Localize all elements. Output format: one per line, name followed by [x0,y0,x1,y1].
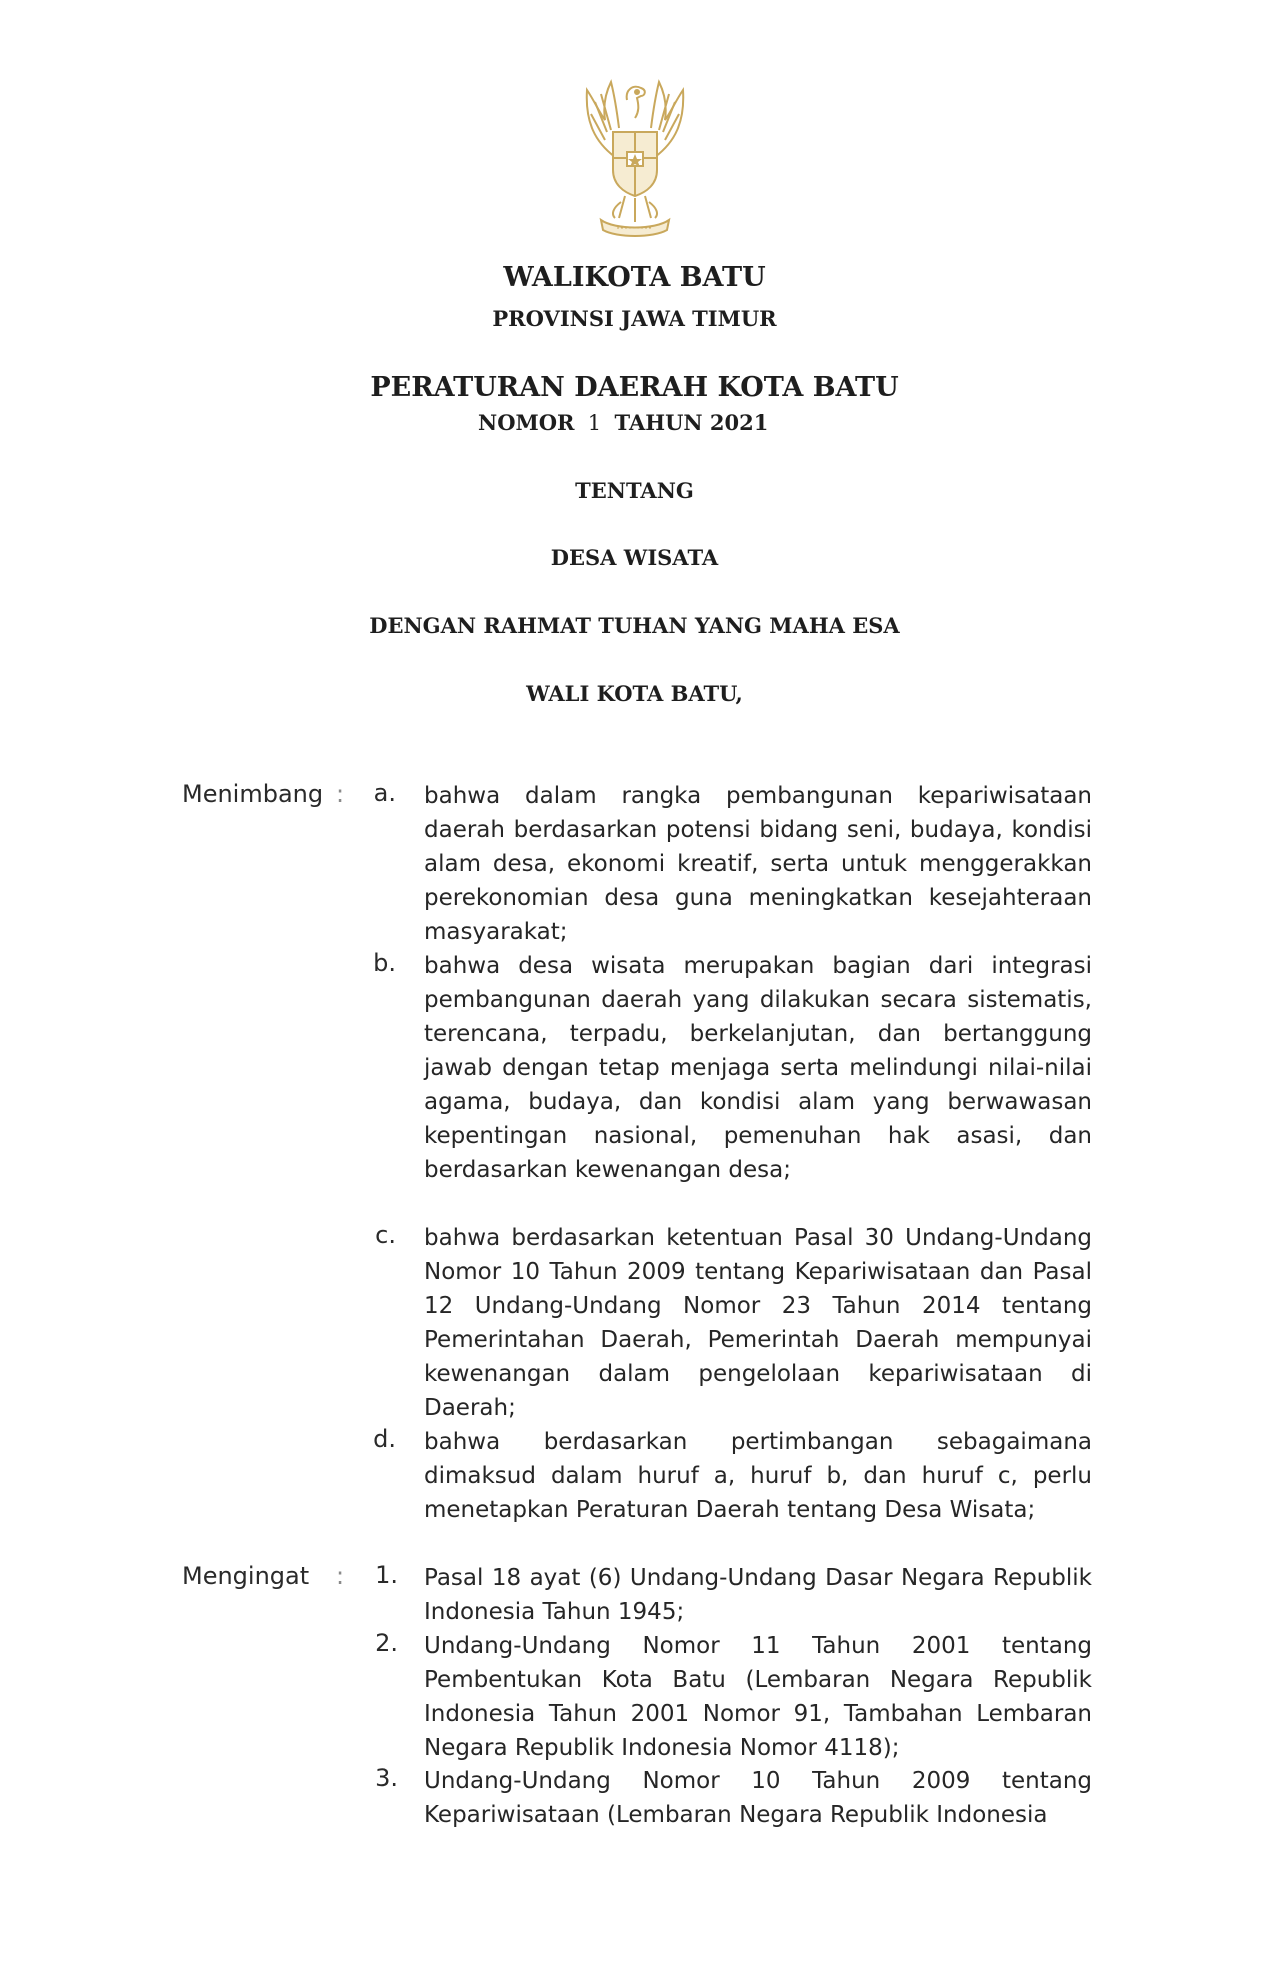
item-text: Undang-Undang Nomor 10 Tahun 2009 tentang Kepariwisataan (Lembaran Negara Republik Indonesia [424,1768,1092,1828]
garuda-pancasila-emblem-icon [555,62,715,242]
subject-heading: DESA WISATA [550,545,719,570]
number-label: NOMOR [478,410,575,435]
invocation-heading: DENGAN RAHMAT TUHAN YANG MAHA ESA [369,613,900,638]
about-heading: TENTANG [575,478,694,503]
regulation-number [478,410,768,435]
item-marker: 2. [375,1629,398,1657]
year-label: TAHUN 2021 [614,410,769,435]
item-marker: 3. [375,1764,398,1792]
item-text: bahwa berdasarkan pertimbangan sebagaimana dimaksud dalam huruf a, huruf b, dan huruf c, perlu menetapkan Peraturan Daerah tentang Desa Wisata; [424,1429,1092,1523]
document-title: WALIKOTA BATU [503,262,766,293]
number-value: 1 [587,411,602,435]
item-text: bahwa berdasarkan ketentuan Pasal 30 Undang-Undang Nomor 10 Tahun 2009 tentang Kepariwisataan dan Pasal 12 Undang-Undang Nomor 23 Tahun 2014 tentang Pemerintahan Daerah, Pemerintah Daerah mempunyai kewenangan dalam pengelolaan kepariwisataan di Daerah; [424,1225,1092,1421]
item-text: bahwa dalam rangka pembangunan kepariwisataan daerah berdasarkan potensi bidang seni, budaya, kondisi alam desa, ekonomi kreatif, serta untuk menggerakkan perekonomian desa guna meningkatkan kesejahteraan masyarakat; [424,783,1092,945]
mengingat-colon: : [336,1562,345,1590]
item-text: Pasal 18 ayat (6) Undang-Undang Dasar Negara Republik Indonesia Tahun 1945; [424,1565,1092,1625]
item-text: Undang-Undang Nomor 11 Tahun 2001 tentang Pembentukan Kota Batu (Lembaran Negara Republik Indonesia Tahun 2001 Nomor 91, Tambahan Lembaran Negara Republik Indonesia Nomor 4118); [424,1633,1092,1761]
item-marker: 1. [375,1561,398,1589]
item-text: bahwa desa wisata merupakan bagian dari integrasi pembangunan daerah yang dilakukan secara sistematis, terencana, terpadu, berkelanjutan, dan bertanggung jawab dengan tetap menjaga serta melindungi nilai-nilai agama, budaya, dan kondisi alam yang berwawasan kepentingan nasional, pemenuhan hak asasi, dan berdasarkan kewenangan desa; [424,953,1092,1183]
regulation-title: PERATURAN DAERAH KOTA BATU [370,372,899,403]
province-name: PROVINSI JAWA TIMUR [492,306,777,331]
item-marker: b. [373,949,396,977]
item-marker: d. [373,1425,396,1453]
mengingat-label: Mengingat [182,1562,310,1590]
authority-heading: WALI KOTA BATU, [526,681,743,706]
menimbang-label: Menimbang [182,780,324,808]
menimbang-colon: : [336,780,345,808]
item-marker: c. [375,1221,396,1249]
item-marker: a. [373,779,396,807]
